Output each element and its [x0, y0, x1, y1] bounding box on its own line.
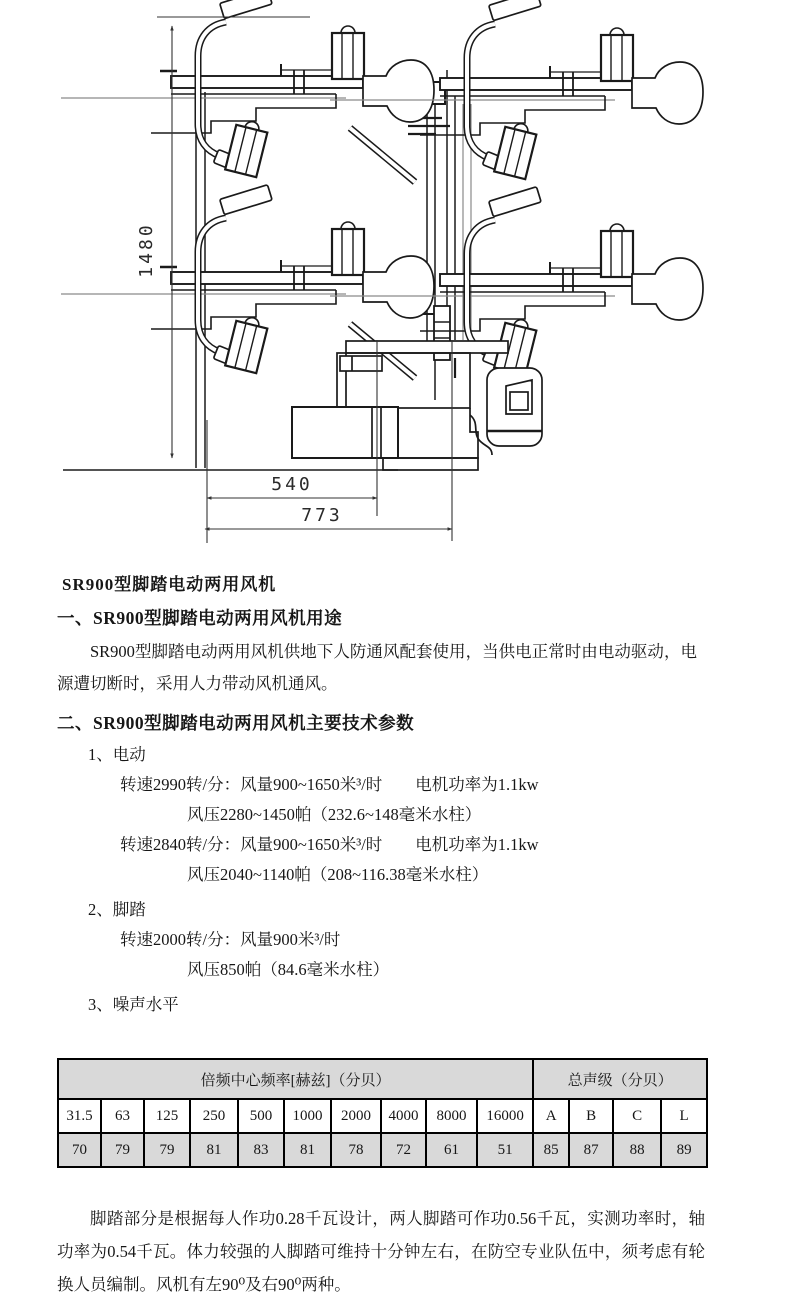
table-cell: 78: [331, 1133, 381, 1167]
technical-drawing: [0, 0, 800, 548]
spec-line: 转速2990转/分：风量900~1650米³/时 电机功率为1.1kw: [120, 775, 539, 794]
table-cell: 81: [190, 1133, 238, 1167]
spec-line: 转速2840转/分：风量900~1650米³/时 电机功率为1.1kw: [120, 835, 539, 854]
fan-assembly-diagram: [0, 0, 800, 548]
table-cell: 61: [426, 1133, 477, 1167]
table-cell: 87: [569, 1133, 613, 1167]
noise-level-table: [57, 1058, 708, 1168]
dim-label-inner-width: 540: [271, 474, 313, 495]
table-cell: 31.5: [58, 1099, 101, 1133]
page-title: SR900型脚踏电动两用风机: [62, 575, 277, 594]
table-cell: 16000: [477, 1099, 533, 1133]
table-cell: 85: [533, 1133, 569, 1167]
dim-label-outer-width: 773: [301, 505, 343, 526]
table-cell: 70: [58, 1133, 101, 1167]
fan-housing: [292, 341, 508, 470]
table-cell: 500: [238, 1099, 284, 1133]
table-cell: 250: [190, 1099, 238, 1133]
table-cell: 2000: [331, 1099, 381, 1133]
table-cell: 88: [613, 1133, 661, 1167]
table-cell: 1000: [284, 1099, 331, 1133]
spec-item-noise: 3、噪声水平: [88, 995, 179, 1014]
table-group-header-overall: 总声级（分贝）: [533, 1059, 707, 1099]
table-group-header-frequency: 倍频中心频率[赫兹]（分贝）: [58, 1059, 533, 1099]
table-cell: 83: [238, 1133, 284, 1167]
spec-line: 风压2280~1450帕（232.6~148毫米水柱）: [187, 805, 482, 824]
electric-motor: [487, 368, 542, 446]
spec-item-electric: 1、电动: [88, 745, 146, 764]
section1-heading: 一、SR900型脚踏电动两用风机用途: [57, 608, 343, 628]
closing-paragraph: 脚踏部分是根据每人作功0.28千瓦设计，两人脚踏可作功0.56千瓦，实测功率时，轴功率为0.54千瓦。体力较强的人脚踏可维持十分钟左右，在防空专业队伍中，须考虑有轮换人员编制。风机有左90⁰及右90⁰两种。: [57, 1209, 705, 1294]
table-cell: 79: [144, 1133, 190, 1167]
table-cell: 51: [477, 1133, 533, 1167]
section2-heading: 二、SR900型脚踏电动两用风机主要技术参数: [57, 713, 415, 733]
table-cell: C: [613, 1099, 661, 1133]
table-cell: B: [569, 1099, 613, 1133]
table-cell: 8000: [426, 1099, 477, 1133]
spec-item-pedal: 2、脚踏: [88, 900, 146, 919]
table-cell: 125: [144, 1099, 190, 1133]
table-cell: 79: [101, 1133, 144, 1167]
table-cell: L: [661, 1099, 707, 1133]
table-cell: A: [533, 1099, 569, 1133]
table-cell: 63: [101, 1099, 144, 1133]
spec-line: 风压850帕（84.6毫米水柱）: [187, 960, 390, 979]
table-cell: 81: [284, 1133, 331, 1167]
section1-paragraph: SR900型脚踏电动两用风机供地下人防通风配套使用，当供电正常时由电动驱动，电源遭切断时，采用人力带动风机通风。: [57, 642, 697, 693]
table-cell: 72: [381, 1133, 426, 1167]
spec-line: 转速2000转/分：风量900米³/时: [120, 930, 341, 949]
dim-label-height: 1480: [136, 222, 157, 278]
spec-line: 风压2040~1140帕（208~116.38毫米水柱）: [187, 865, 489, 884]
table-cell: 89: [661, 1133, 707, 1167]
table-cell: 4000: [381, 1099, 426, 1133]
document-body: [0, 570, 800, 1301]
